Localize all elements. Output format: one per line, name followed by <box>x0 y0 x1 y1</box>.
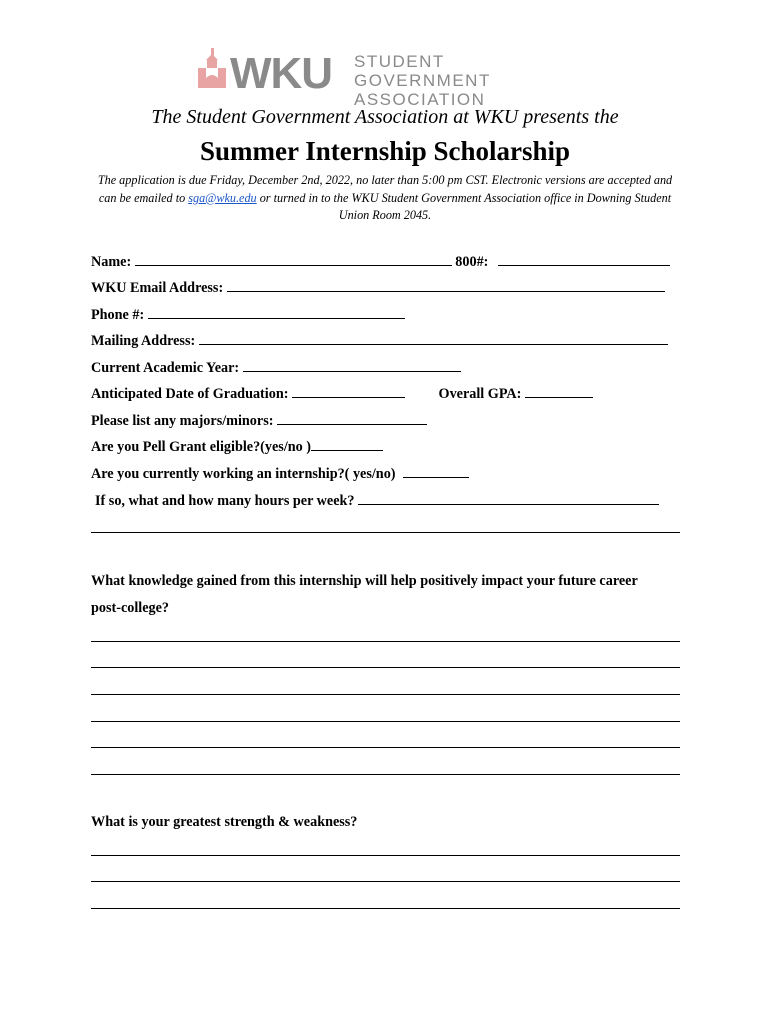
phone-label: Phone #: <box>91 307 145 323</box>
strength-answer-line[interactable] <box>91 908 680 909</box>
intro-text-before: The application is due Friday, December 2nd, 2022, no later than 5:00 pm CST. Electronic versions are accepted and can be emailed to <box>97 173 673 205</box>
knowledge-answer-line[interactable] <box>91 667 680 668</box>
wku-sga-logo <box>196 46 576 109</box>
academic-year-field[interactable] <box>243 359 461 372</box>
800-field[interactable] <box>498 253 670 266</box>
gpa-field[interactable] <box>525 385 593 398</box>
knowledge-answer-line[interactable] <box>91 721 680 722</box>
cupola-icon <box>198 48 226 88</box>
graduation-label: Anticipated Date of Graduation: <box>91 386 289 402</box>
majors-row <box>91 412 427 429</box>
knowledge-question-line2: post-college? <box>91 600 170 616</box>
email-link[interactable]: sga@wku.edu <box>188 190 257 205</box>
knowledge-answer-line[interactable] <box>91 694 680 695</box>
working-label: Are you currently working an internship?( yes/no) <box>91 466 396 482</box>
mailing-field[interactable] <box>199 332 668 345</box>
logo-org-line2: ASSOCIATION <box>354 90 486 109</box>
email-field[interactable] <box>227 279 665 292</box>
800-label: 800#: <box>455 254 489 270</box>
pell-field[interactable] <box>311 438 383 451</box>
mailing-row <box>91 332 668 349</box>
academic-year-row <box>91 359 461 376</box>
logo-org-line1: STUDENT GOVERNMENT <box>354 52 491 90</box>
knowledge-answer-line[interactable] <box>91 774 680 775</box>
pell-label: Are you Pell Grant eligible?(yes/no ) <box>91 439 312 455</box>
academic-year-label: Current Academic Year: <box>91 360 240 376</box>
hours-label: If so, what and how many hours per week? <box>95 493 355 509</box>
knowledge-answer-line[interactable] <box>91 641 680 642</box>
name-row <box>91 253 670 270</box>
strength-answer-line[interactable] <box>91 881 680 882</box>
mailing-label: Mailing Address: <box>91 333 196 349</box>
knowledge-question-line1: What knowledge gained from this internship will help positively impact your future career <box>91 573 638 589</box>
intro-text-after: or turned in to the WKU Student Government Association office in Downing Student Union Room 2045. <box>256 190 672 222</box>
hours-row <box>95 492 659 509</box>
graduation-field[interactable] <box>292 385 405 398</box>
pell-row <box>91 438 383 455</box>
email-row <box>91 279 665 296</box>
majors-field[interactable] <box>277 412 427 425</box>
wku-logo-mark <box>196 46 346 98</box>
phone-row <box>91 306 405 323</box>
graduation-row <box>91 385 593 402</box>
majors-label: Please list any majors/minors: <box>91 413 274 429</box>
strength-answer-line[interactable] <box>91 855 680 856</box>
knowledge-answer-line[interactable] <box>91 747 680 748</box>
hours-answer-line[interactable] <box>91 532 680 533</box>
name-field[interactable] <box>135 253 452 266</box>
wku-letters: WKU <box>230 49 333 98</box>
phone-field[interactable] <box>148 306 405 319</box>
gpa-label: Overall GPA: <box>438 386 522 402</box>
email-label: WKU Email Address: <box>91 280 224 296</box>
name-label: Name: <box>91 254 132 270</box>
working-row <box>91 465 469 482</box>
page-title: Summer Internship Scholarship <box>199 136 571 166</box>
presents-line: The Student Government Association at WKU presents the <box>151 106 619 128</box>
intro-paragraph <box>90 172 680 225</box>
working-field[interactable] <box>403 465 469 478</box>
hours-field[interactable] <box>358 492 659 505</box>
strength-question: What is your greatest strength & weakness? <box>91 814 358 830</box>
logo-org-name <box>354 52 576 109</box>
